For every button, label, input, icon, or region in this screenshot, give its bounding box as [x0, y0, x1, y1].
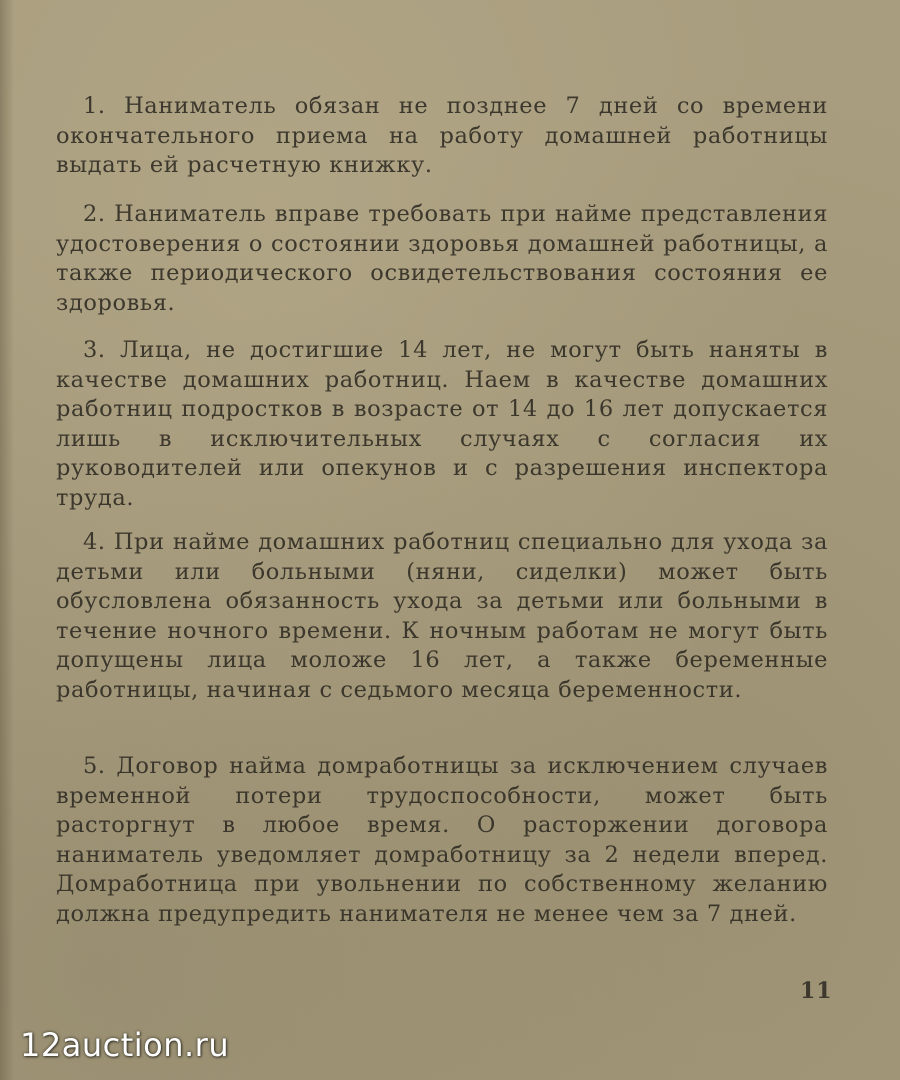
paragraph-2: 2. Наниматель вправе требовать при найме представления удостоверения о состоянии здоровья домашней работницы, а также периодического освидетельствования состояния ее здоровья. [56, 201, 828, 316]
watermark: 12auction.ru [20, 1026, 230, 1064]
paragraph-4: 4. При найме домашних работниц специально для ухода за детьми или больными (няни, сиделки) может быть обусловлена обязанность ухода за детьми или больными в течение ночного времени. К ночным работам не могут быть допущены лица моложе 16 лет, а также беременные работницы, начиная с седьмого месяца беременности. [56, 529, 828, 703]
page-number: 11 [800, 978, 833, 1004]
paragraph-3: 3. Лица, не достигшие 14 лет, не могут быть наняты в качестве домашних работниц. Наем в качестве домашних работниц подростков в возрасте от 14 до 16 лет допускается лишь в исключительных случаях с согласия их руководителей или опекунов и с разрешения инспектора труда. [56, 337, 828, 511]
page-edge-shadow [0, 0, 14, 1080]
paragraph-5: 5. Договор найма домработницы за исключением случаев временной потери трудоспособности, может быть расторгнут в любое время. О расторжении договора наниматель уведомляет домработницу за 2 недели вперед. Домработница при увольнении по собственному желанию должна предупредить нанимателя не менее чем за 7 дней. [56, 753, 828, 927]
paragraph-1: 1. Наниматель обязан не позднее 7 дней со времени окончательного приема на работу домашней работницы выдать ей расчетную книжку. [56, 93, 828, 178]
